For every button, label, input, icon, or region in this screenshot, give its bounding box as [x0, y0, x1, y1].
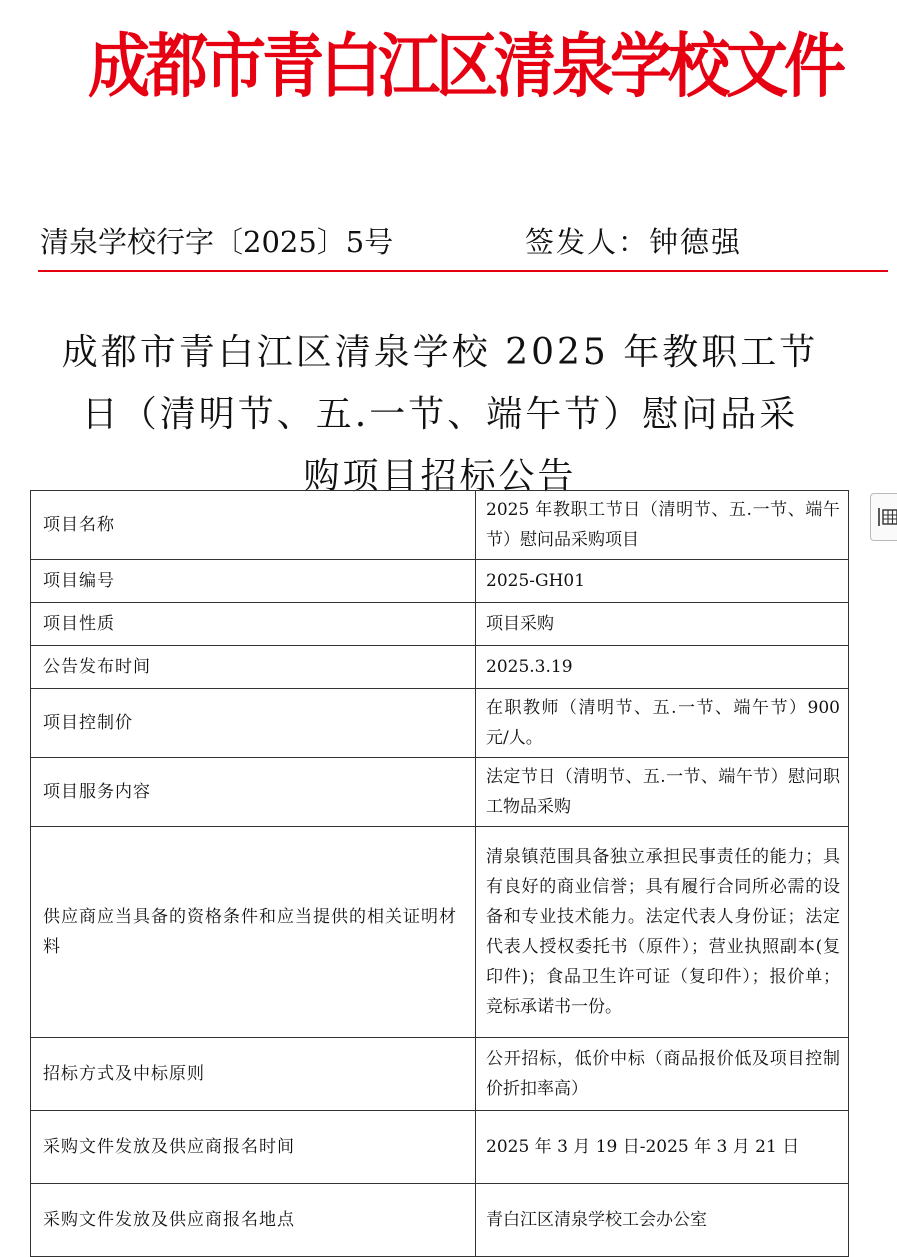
red-divider — [38, 270, 888, 272]
row-value: 公开招标，低价中标（商品报价低及项目控制价折扣率高） — [476, 1038, 849, 1111]
tender-info-table — [30, 490, 849, 1257]
row-value: 项目采购 — [476, 603, 849, 646]
row-label: 招标方式及中标原则 — [31, 1038, 476, 1111]
table-row — [31, 603, 849, 646]
red-header-title: 成都市青白江区清泉学校文件 — [87, 24, 842, 107]
table-row — [31, 560, 849, 603]
row-value: 法定节日（清明节、五.一节、端午节）慰问职工物品采购 — [476, 758, 849, 827]
row-label: 采购文件发放及供应商报名时间 — [31, 1111, 476, 1184]
row-label: 项目名称 — [31, 491, 476, 560]
row-value: 2025-GH01 — [476, 560, 849, 603]
signer: 签发人：钟德强 — [525, 225, 743, 259]
row-label: 项目控制价 — [31, 689, 476, 758]
row-value: 2025 年 3 月 19 日-2025 年 3 月 21 日 — [476, 1111, 849, 1184]
table-row — [31, 491, 849, 560]
side-toolbar-button[interactable] — [870, 493, 897, 541]
table-row — [31, 646, 849, 689]
row-value: 在职教师（清明节、五.一节、端午节）900 元/人。 — [476, 689, 849, 758]
document-number: 清泉学校行字〔2025〕5号 — [40, 225, 394, 259]
row-label: 供应商应当具备的资格条件和应当提供的相关证明材料 — [31, 827, 476, 1038]
grid-table-icon — [877, 506, 897, 528]
row-value: 2025.3.19 — [476, 646, 849, 689]
row-value: 青白江区清泉学校工会办公室 — [476, 1184, 849, 1257]
row-label: 采购文件发放及供应商报名地点 — [31, 1184, 476, 1257]
row-value: 清泉镇范围具备独立承担民事责任的能力；具有良好的商业信誉；具有履行合同所必需的设备和专业技术能力。法定代表人身份证；法定代表人授权委托书（原件）；营业执照副本(复印件)；食品卫生许可证（复印件）；报价单；竞标承诺书一份。 — [476, 827, 849, 1038]
table-row — [31, 689, 849, 758]
row-value: 2025 年教职工节日（清明节、五.一节、端午节）慰问品采购项目 — [476, 491, 849, 560]
row-label: 项目编号 — [31, 560, 476, 603]
table-row — [31, 1184, 849, 1257]
table-row — [31, 827, 849, 1038]
row-label: 项目性质 — [31, 603, 476, 646]
notice-title — [40, 322, 840, 508]
row-label: 项目服务内容 — [31, 758, 476, 827]
notice-title-line: 购项目招标公告 — [303, 456, 577, 497]
notice-title-line: 成都市青白江区清泉学校 2025 年教职工节 — [61, 332, 819, 373]
table-row — [31, 1038, 849, 1111]
notice-title-line: 日（清明节、五.一节、端午节）慰问品采 — [81, 394, 799, 435]
table-row — [31, 758, 849, 827]
row-label: 公告发布时间 — [31, 646, 476, 689]
table-row — [31, 1111, 849, 1184]
